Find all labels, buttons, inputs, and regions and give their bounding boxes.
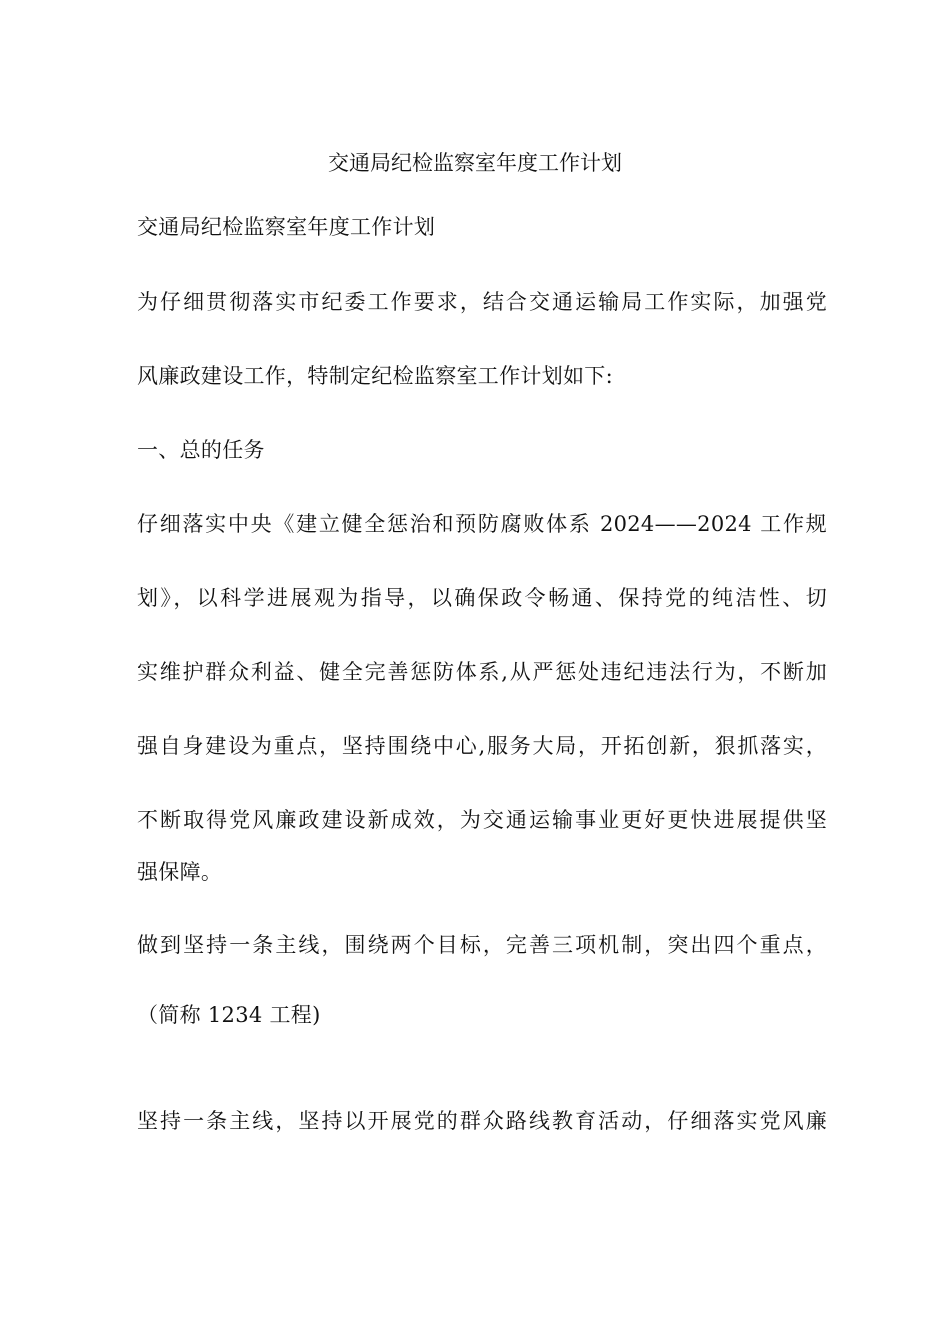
paragraph-line: 风廉政建设工作，特制定纪检监察室工作计划如下: [137,364,613,388]
subtitle-line: 交通局纪检监察室年度工作计划 [137,215,436,239]
section-heading: 一、总的任务 [137,438,265,462]
paragraph-line: 仔细落实中央《建立健全惩治和预防腐败体系 2024——2024 工作规 [137,512,827,536]
paragraph-line: （简称 1234 工程) [137,1003,321,1027]
document-title: 交通局纪检监察室年度工作计划 [328,151,622,175]
paragraph-line: 坚持一条主线，坚持以开展党的群众路线教育活动，仔细落实党风廉 [137,1109,827,1133]
paragraph-line: 不断取得党风廉政建设新成效，为交通运输事业更好更快进展提供坚 [137,808,827,832]
paragraph-line: 做到坚持一条主线，围绕两个目标，完善三项机制，突出四个重点， [137,933,827,957]
paragraph-line: 强保障。 [137,860,223,884]
paragraph-line: 划》，以科学进展观为指导，以确保政令畅通、保持党的纯洁性、切 [137,586,827,610]
paragraph-line: 强自身建设为重点，坚持围绕中心,服务大局，开拓创新，狠抓落实， [137,734,827,758]
paragraph-line: 实维护群众利益、健全完善惩防体系,从严惩处违纪违法行为，不断加 [137,660,827,684]
paragraph-line: 为仔细贯彻落实市纪委工作要求，结合交通运输局工作实际，加强党 [137,290,827,314]
